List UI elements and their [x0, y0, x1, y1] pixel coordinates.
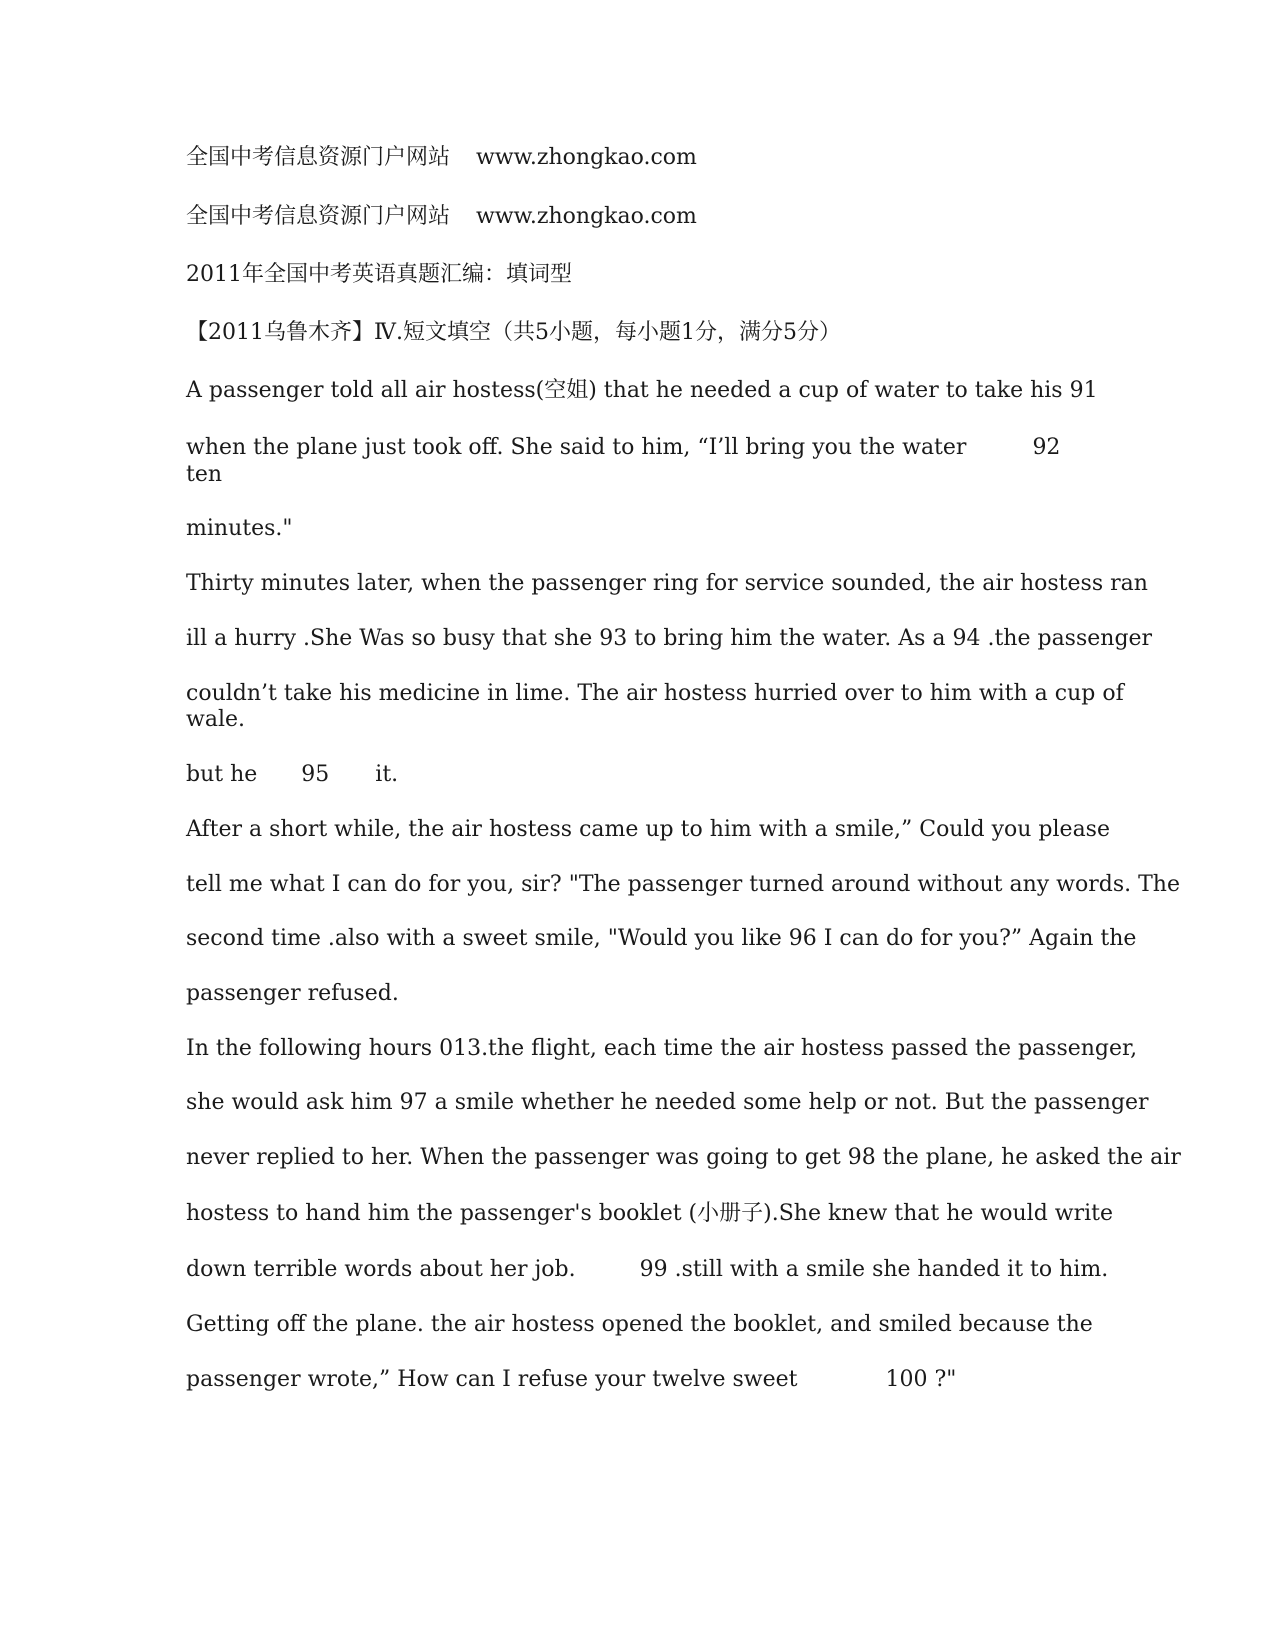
blank-number: 95: [301, 762, 330, 787]
header-line-1: [186, 144, 697, 172]
document-title: 2011年全国中考英语真题汇编：填词型: [186, 262, 572, 287]
passage-line: never replied to her. When the passenger was going to get 98 the plane, he asked the air: [186, 1145, 1181, 1170]
passage-line: Thirty minutes later, when the passenger ring for service sounded, the air hostess ran: [186, 571, 1148, 596]
passage-text: down terrible words about her job.: [186, 1257, 576, 1282]
passage-line: [186, 761, 398, 789]
passage-line: tell me what I can do for you, sir? "The passenger turned around without any words. The: [186, 872, 1180, 897]
passage-line: second time .also with a sweet smile, "Would you like 96 I can do for you?” Again the: [186, 926, 1137, 951]
passage-line: [186, 1366, 956, 1394]
passage-line: minutes.": [186, 516, 293, 541]
portal-url: www.zhongkao.com: [476, 145, 697, 170]
blank-number: 100 ?": [885, 1367, 957, 1392]
header-line-2: [186, 203, 697, 231]
passage-text: it.: [375, 762, 399, 787]
passage-text: 99 .still with a smile she handed it to him.: [639, 1257, 1109, 1282]
passage-line: wale.: [186, 707, 245, 732]
passage-line: ten: [186, 462, 223, 487]
portal-url: www.zhongkao.com: [476, 204, 697, 229]
blank-number: 92: [1032, 435, 1061, 460]
passage-line: Getting off the plane. the air hostess opened the booklet, and smiled because the: [186, 1312, 1093, 1337]
passage-text: passenger wrote,” How can I refuse your twelve sweet: [186, 1367, 798, 1392]
portal-name: 全国中考信息资源门户网站: [186, 204, 451, 229]
section-heading: 【2011乌鲁木齐】Ⅳ.短文填空（共5小题，每小题1分，满分5分）: [186, 320, 841, 345]
passage-line: couldn’t take his medicine in lime. The air hostess hurried over to him with a cup of: [186, 681, 1124, 706]
passage-text: when the plane just took off. She said to him, “I’ll bring you the water: [186, 435, 967, 460]
passage-text: but he: [186, 762, 258, 787]
passage-line: [186, 1256, 1108, 1284]
passage-line: she would ask him 97 a smile whether he needed some help or not. But the passenger: [186, 1090, 1149, 1115]
passage-line: After a short while, the air hostess came up to him with a smile,” Could you please: [186, 817, 1110, 842]
passage-line: hostess to hand him the passenger's booklet (小册子).She knew that he would write: [186, 1201, 1114, 1226]
portal-name: 全国中考信息资源门户网站: [186, 145, 451, 170]
passage-line: In the following hours 013.the flight, each time the air hostess passed the passenger,: [186, 1036, 1138, 1061]
passage-line: A passenger told all air hostess(空姐) that he needed a cup of water to take his 91: [186, 378, 1098, 403]
passage-line: passenger refused.: [186, 981, 399, 1006]
passage-line: ill a hurry .She Was so busy that she 93 to bring him the water. As a 94 .the passenger: [186, 626, 1153, 651]
passage-line: [186, 434, 1060, 462]
